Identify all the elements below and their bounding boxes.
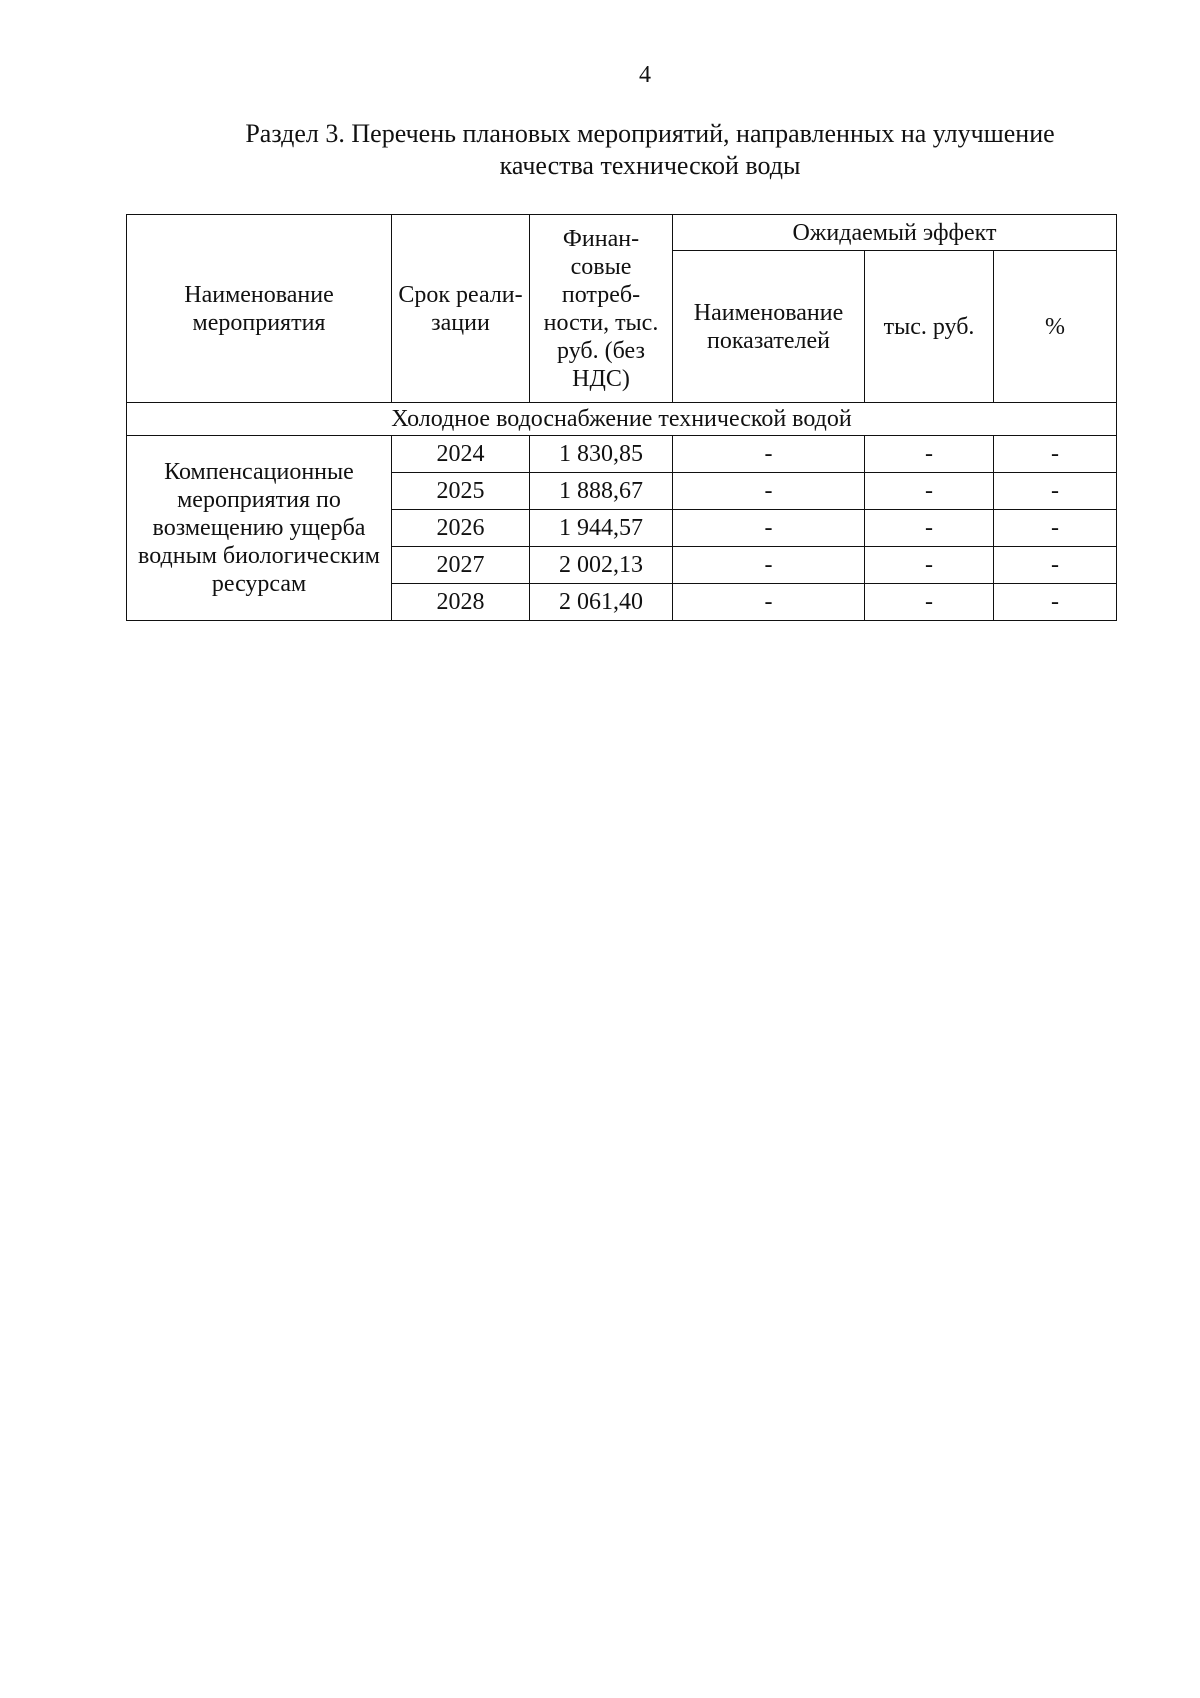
table-row <box>127 436 1117 473</box>
finance-cell: 1 944,57 <box>530 510 673 547</box>
finance-cell: 2 002,13 <box>530 547 673 584</box>
percent-cell: - <box>994 436 1117 473</box>
indicators-cell: - <box>673 584 865 621</box>
year-cell: 2024 <box>392 436 530 473</box>
header-percent: % <box>994 251 1117 403</box>
indicators-cell: - <box>673 547 865 584</box>
year-cell: 2028 <box>392 584 530 621</box>
header-expected-effect: Ожидаемый эффект <box>673 215 1117 251</box>
header-period: Срок реали-зации <box>392 215 530 403</box>
thousand-rub-cell: - <box>865 547 994 584</box>
year-cell: 2027 <box>392 547 530 584</box>
thousand-rub-cell: - <box>865 473 994 510</box>
header-finance: Финан-совые потреб-ности, тыс. руб. (без НДС) <box>530 215 673 403</box>
thousand-rub-cell: - <box>865 584 994 621</box>
section-row-label: Холодное водоснабжение технической водой <box>127 403 1117 436</box>
finance-cell: 2 061,40 <box>530 584 673 621</box>
section-row <box>127 403 1117 436</box>
thousand-rub-cell: - <box>865 510 994 547</box>
thousand-rub-cell: - <box>865 436 994 473</box>
header-row-main <box>127 215 1117 251</box>
percent-cell: - <box>994 584 1117 621</box>
section-title <box>150 118 1150 182</box>
indicators-cell: - <box>673 473 865 510</box>
finance-cell: 1 830,85 <box>530 436 673 473</box>
section-title-line-1: Раздел 3. Перечень плановых мероприятий, направленных на улучшение <box>245 119 1055 148</box>
header-thousand-rub: тыс. руб. <box>865 251 994 403</box>
section-title-line-2: качества технической воды <box>499 151 801 180</box>
header-indicators: Наименование показателей <box>673 251 865 403</box>
indicators-cell: - <box>673 510 865 547</box>
measures-table <box>126 214 1117 621</box>
measure-name-cell: Компенсационные мероприятия по возмещению ущерба водным биологическим ресурсам <box>127 436 392 621</box>
header-measure: Наименование мероприятия <box>127 215 392 403</box>
finance-cell: 1 888,67 <box>530 473 673 510</box>
percent-cell: - <box>994 510 1117 547</box>
year-cell: 2025 <box>392 473 530 510</box>
page-number: 4 <box>639 62 651 88</box>
year-cell: 2026 <box>392 510 530 547</box>
indicators-cell: - <box>673 436 865 473</box>
percent-cell: - <box>994 547 1117 584</box>
percent-cell: - <box>994 473 1117 510</box>
